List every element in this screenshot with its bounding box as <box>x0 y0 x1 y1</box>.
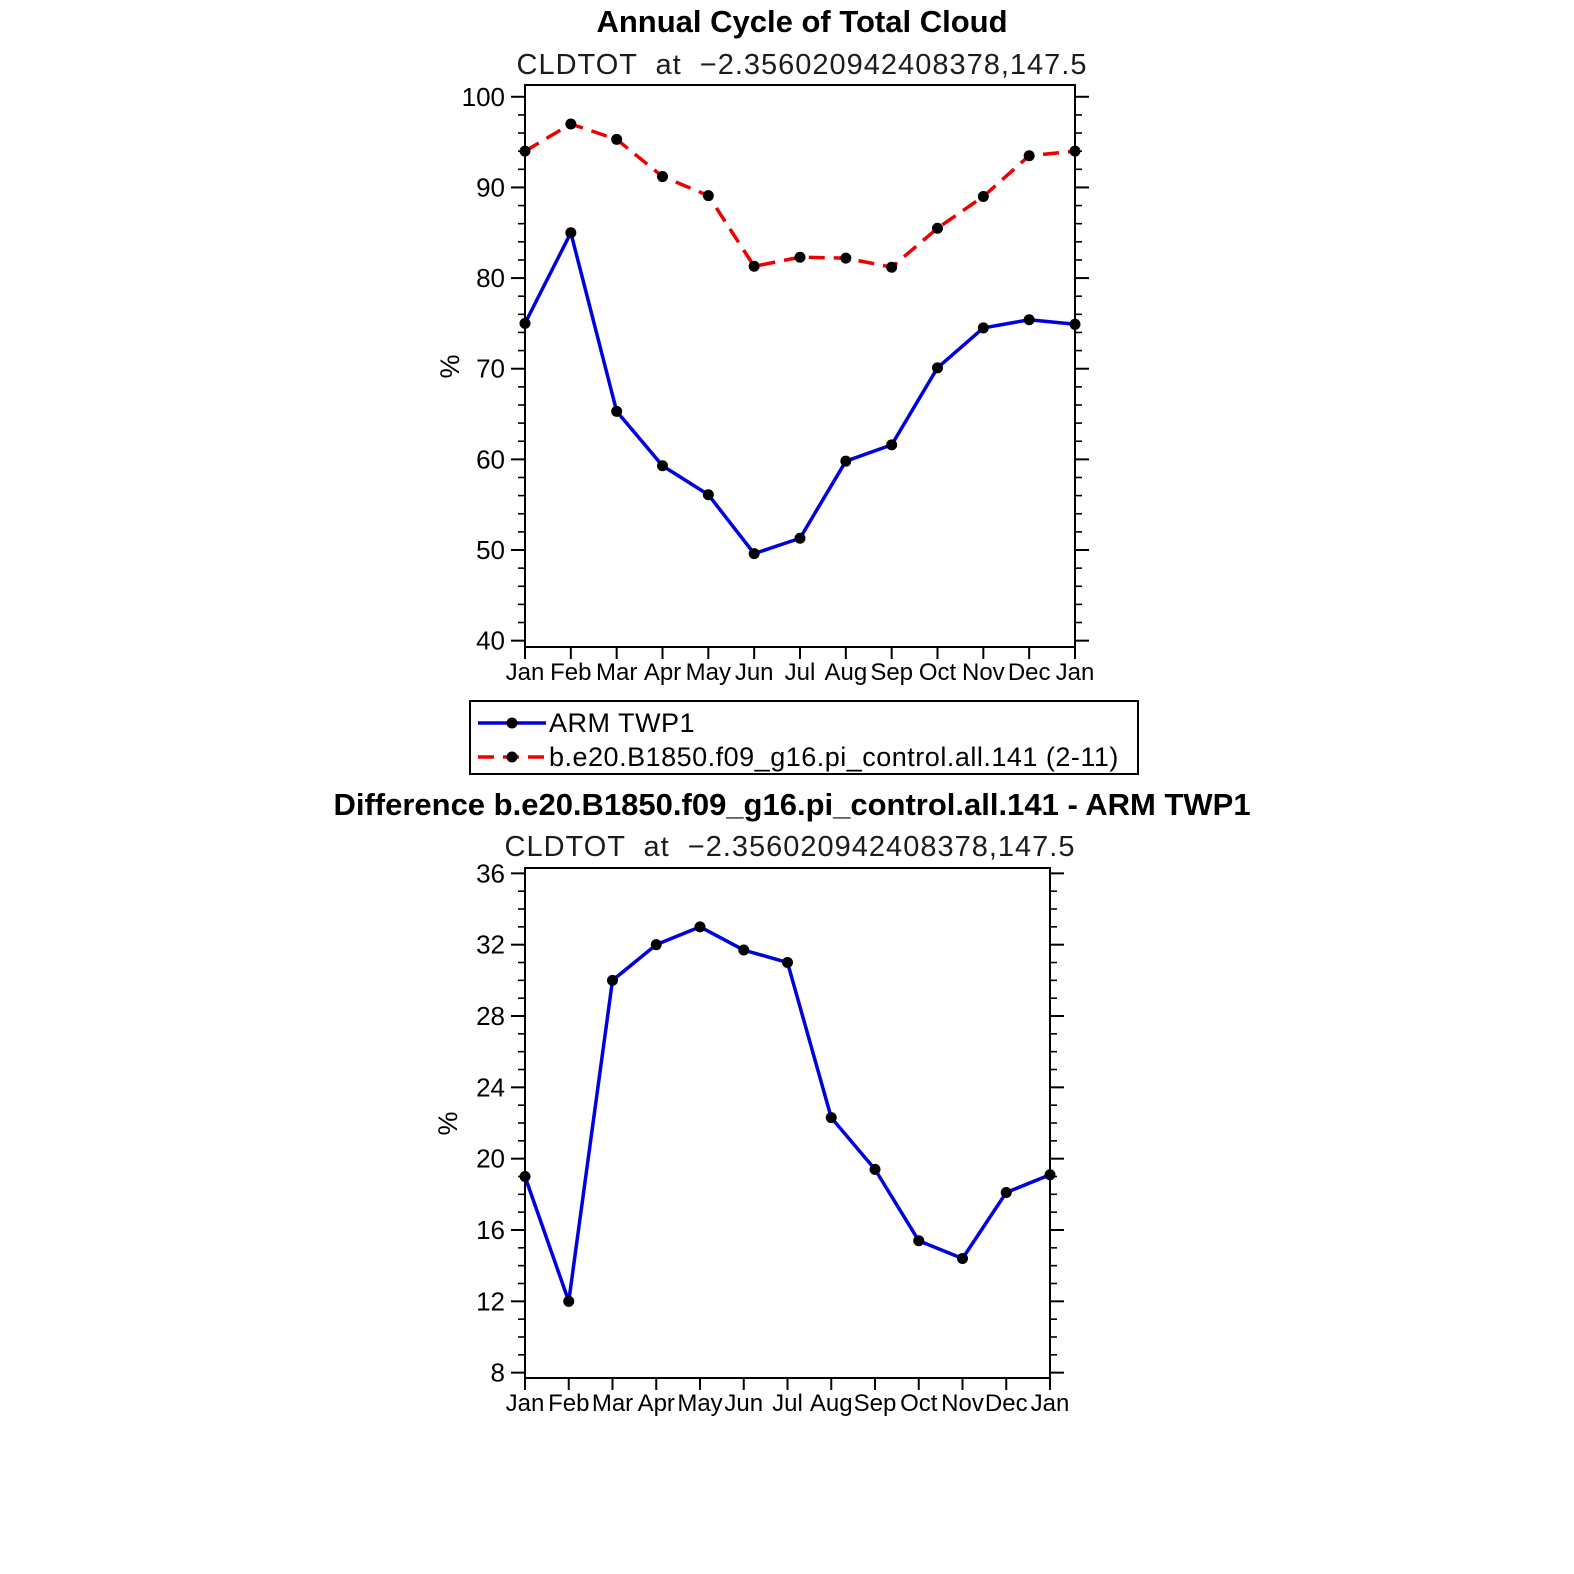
series-line <box>525 233 1075 554</box>
data-point-marker <box>932 362 943 373</box>
data-point-marker <box>1001 1187 1012 1198</box>
bottom-chart-y-axis-label: % <box>433 1110 463 1136</box>
data-point-marker <box>565 227 576 238</box>
y-tick-label: 50 <box>476 535 505 566</box>
x-tick-label: Feb <box>548 1390 590 1417</box>
y-tick-label: 90 <box>476 172 505 203</box>
top-plot-area <box>462 82 1095 686</box>
x-tick-label: Oct <box>900 1390 938 1417</box>
x-tick-label: Mar <box>595 659 638 686</box>
y-tick-label: 24 <box>476 1072 505 1103</box>
data-point-marker <box>782 957 793 968</box>
x-tick-label: Jan <box>1030 1390 1070 1417</box>
data-point-marker <box>1024 314 1035 325</box>
data-point-marker <box>703 190 714 201</box>
x-tick-label: Dec <box>1007 659 1051 686</box>
data-point-marker <box>886 262 897 273</box>
x-tick-label: Mar <box>591 1390 634 1417</box>
data-point-marker <box>840 253 851 264</box>
y-tick-label: 16 <box>476 1214 505 1245</box>
x-tick-label: Apr <box>643 659 682 686</box>
legend-sample-marker <box>507 718 518 729</box>
x-tick-label: Sep <box>870 659 914 686</box>
data-point-marker <box>1070 146 1081 157</box>
x-tick-label: Nov <box>941 1390 984 1417</box>
data-point-marker <box>795 533 806 544</box>
data-point-marker <box>795 252 806 263</box>
data-point-marker <box>607 975 618 986</box>
x-tick-label: Jan <box>505 659 545 686</box>
data-point-marker <box>520 146 531 157</box>
x-tick-label: Apr <box>637 1390 675 1417</box>
top-chart-y-axis-label: % <box>435 353 465 379</box>
x-tick-label: May <box>677 1390 723 1417</box>
data-point-marker <box>695 921 706 932</box>
data-point-marker <box>913 1235 924 1246</box>
legend-sample-marker <box>507 752 518 763</box>
y-tick-label: 100 <box>461 81 505 112</box>
data-point-marker <box>520 318 531 329</box>
x-tick-label: May <box>685 659 732 686</box>
data-point-marker <box>651 939 662 950</box>
x-tick-label: Aug <box>809 1390 853 1417</box>
data-point-marker <box>1024 150 1035 161</box>
data-point-marker <box>611 406 622 417</box>
x-tick-label: Jul <box>772 1390 803 1417</box>
series-line <box>525 927 1050 1301</box>
y-tick-label: 60 <box>476 444 505 475</box>
y-tick-label: 40 <box>476 625 505 656</box>
data-point-marker <box>870 1164 881 1175</box>
data-point-marker <box>886 439 897 450</box>
y-tick-label: 20 <box>476 1143 505 1174</box>
bottom-plot-area <box>476 858 1069 1417</box>
bottom-chart-subtitle: CLDTOT at −2.356020942408378,147.5 <box>504 831 1076 863</box>
top-chart-subtitle: CLDTOT at −2.356020942408378,147.5 <box>516 49 1088 81</box>
y-tick-label: 28 <box>476 1001 505 1032</box>
data-point-marker <box>978 322 989 333</box>
x-tick-label: Nov <box>961 659 1005 686</box>
y-tick-label: 36 <box>476 858 505 889</box>
x-tick-label: Sep <box>853 1390 897 1417</box>
y-tick-label: 32 <box>476 929 505 960</box>
data-point-marker <box>611 134 622 145</box>
bottom-chart-title: Difference b.e20.B1850.f09_g16.pi_control.all.141 - ARM TWP1 <box>333 787 1251 822</box>
y-tick-label: 8 <box>490 1357 505 1388</box>
top-chart-title: Annual Cycle of Total Cloud <box>596 4 1008 39</box>
legend-label-model-run: b.e20.B1850.f09_g16.pi_control.all.141 (2-11) <box>549 742 1119 772</box>
series-line <box>525 124 1075 267</box>
data-point-marker <box>932 223 943 234</box>
data-point-marker <box>826 1112 837 1123</box>
x-tick-label: Oct <box>918 659 957 686</box>
x-tick-label: Jan <box>1055 659 1095 686</box>
data-point-marker <box>657 171 668 182</box>
x-tick-label: Aug <box>824 659 868 686</box>
data-point-marker <box>840 456 851 467</box>
data-point-marker <box>957 1253 968 1264</box>
x-tick-label: Dec <box>984 1390 1028 1417</box>
plot-frame <box>525 868 1050 1378</box>
x-tick-label: Feb <box>550 659 592 686</box>
x-tick-label: Jul <box>784 659 816 686</box>
data-point-marker <box>749 548 760 559</box>
data-point-marker <box>563 1296 574 1307</box>
y-tick-label: 70 <box>476 353 505 384</box>
y-tick-label: 80 <box>476 263 505 294</box>
data-point-marker <box>749 261 760 272</box>
plot-frame <box>525 85 1075 647</box>
x-tick-label: Jun <box>734 659 774 686</box>
y-tick-label: 12 <box>476 1286 505 1317</box>
data-point-marker <box>565 118 576 129</box>
data-point-marker <box>520 1171 531 1182</box>
data-point-marker <box>978 191 989 202</box>
legend-label-arm-twp1: ARM TWP1 <box>549 708 696 738</box>
data-point-marker <box>738 945 749 956</box>
x-tick-label: Jan <box>505 1390 545 1417</box>
legend-line-samples <box>478 718 546 763</box>
data-point-marker <box>1045 1169 1056 1180</box>
data-point-marker <box>1070 319 1081 330</box>
data-point-marker <box>703 489 714 500</box>
data-point-marker <box>657 460 668 471</box>
x-tick-label: Jun <box>724 1390 764 1417</box>
